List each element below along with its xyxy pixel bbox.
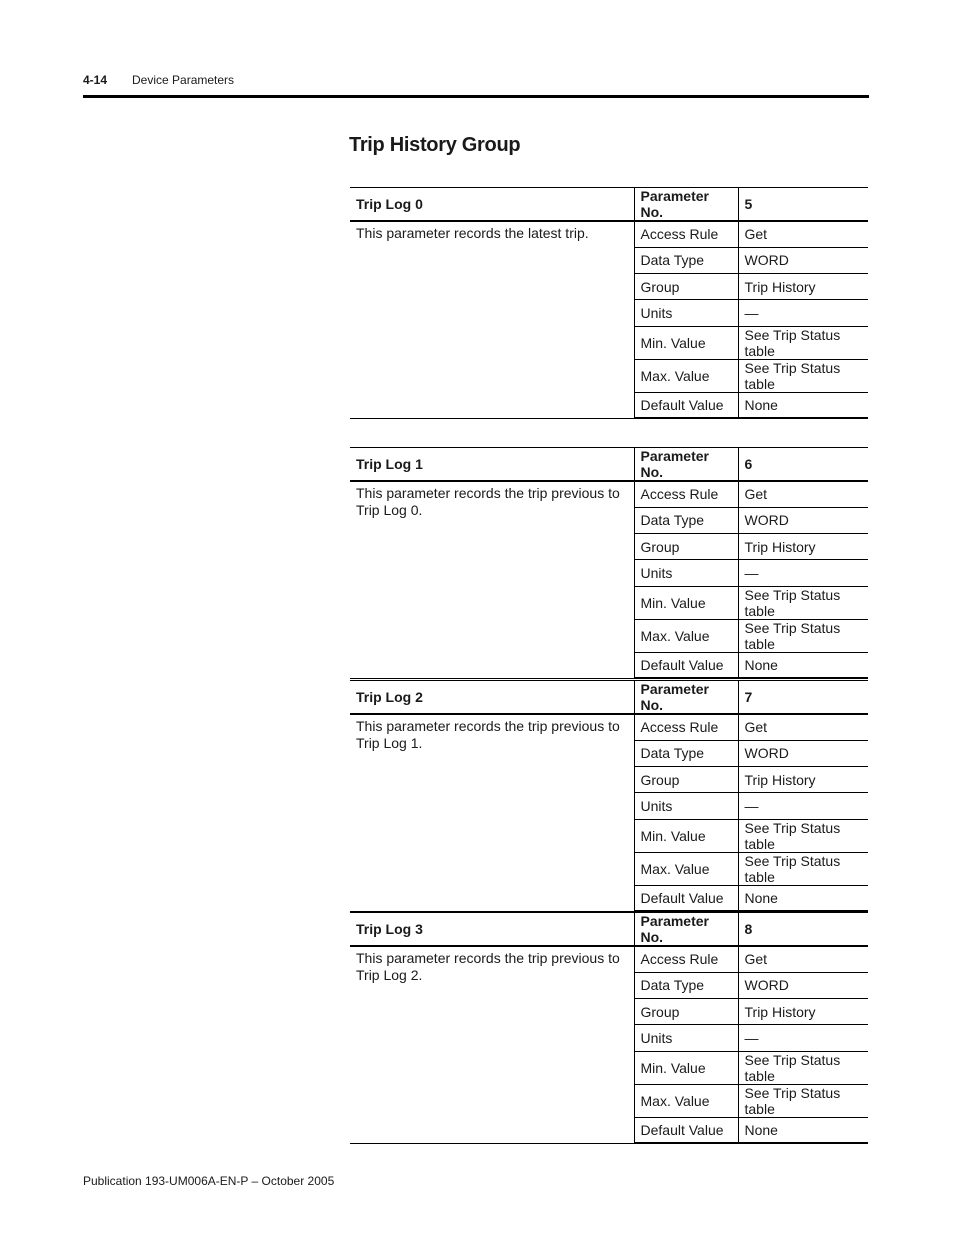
row-value: Get xyxy=(738,714,868,740)
row-label: Min. Value xyxy=(634,819,738,852)
table-row xyxy=(350,714,868,740)
param-label: Parameter No. xyxy=(634,681,738,715)
row-value: WORD xyxy=(738,247,868,273)
row-label: Access Rule xyxy=(634,221,738,247)
row-label: Max. Value xyxy=(634,852,738,885)
section-name: Device Parameters xyxy=(132,73,235,87)
row-label: Group xyxy=(634,274,738,300)
row-label: Min. Value xyxy=(634,1051,738,1084)
row-value: See Trip Status table xyxy=(738,819,868,852)
row-label: Access Rule xyxy=(634,946,738,972)
parameter-table xyxy=(350,680,868,912)
param-label: Parameter No. xyxy=(634,448,738,482)
row-value: None xyxy=(738,652,868,678)
row-value: Trip History xyxy=(738,999,868,1025)
row-value: — xyxy=(738,793,868,819)
row-label: Max. Value xyxy=(634,359,738,392)
footer: Publication 193-UM006A-EN-P – October 2005 xyxy=(83,1174,335,1188)
row-label: Default Value xyxy=(634,1117,738,1143)
row-label: Access Rule xyxy=(634,481,738,507)
row-label: Data Type xyxy=(634,507,738,533)
table-row xyxy=(350,481,868,507)
row-value: Trip History xyxy=(738,274,868,300)
row-value: See Trip Status table xyxy=(738,359,868,392)
row-value: — xyxy=(738,560,868,586)
page-header xyxy=(83,73,234,87)
row-label: Default Value xyxy=(634,652,738,678)
description: This parameter records the trip previous to Trip Log 1. xyxy=(350,714,634,911)
page-number: 4-14 xyxy=(83,73,108,87)
row-value: Trip History xyxy=(738,534,868,560)
row-label: Max. Value xyxy=(634,1084,738,1117)
row-label: Units xyxy=(634,1025,738,1051)
row-value: Get xyxy=(738,481,868,507)
table-name: Trip Log 0 xyxy=(350,188,634,222)
parameter-table xyxy=(350,447,868,679)
table-name: Trip Log 3 xyxy=(350,913,634,947)
param-number: 8 xyxy=(738,913,868,947)
table-header-row xyxy=(350,448,868,482)
row-label: Min. Value xyxy=(634,586,738,619)
row-label: Units xyxy=(634,560,738,586)
header-rule xyxy=(83,95,869,98)
row-label: Access Rule xyxy=(634,714,738,740)
table-header-row xyxy=(350,913,868,947)
row-value: — xyxy=(738,1025,868,1051)
row-value: See Trip Status table xyxy=(738,586,868,619)
description: This parameter records the latest trip. xyxy=(350,221,634,418)
row-value: Get xyxy=(738,221,868,247)
row-value: Trip History xyxy=(738,767,868,793)
row-label: Min. Value xyxy=(634,326,738,359)
row-value: See Trip Status table xyxy=(738,619,868,652)
row-label: Data Type xyxy=(634,972,738,998)
row-label: Units xyxy=(634,300,738,326)
row-value: None xyxy=(738,885,868,911)
row-label: Units xyxy=(634,793,738,819)
param-number: 7 xyxy=(738,681,868,715)
row-label: Group xyxy=(634,767,738,793)
param-label: Parameter No. xyxy=(634,913,738,947)
param-label: Parameter No. xyxy=(634,188,738,222)
description: This parameter records the trip previous to Trip Log 2. xyxy=(350,946,634,1143)
page-title: Trip History Group xyxy=(349,134,521,156)
row-value: — xyxy=(738,300,868,326)
table-row xyxy=(350,946,868,972)
table-header-row xyxy=(350,681,868,715)
row-value: WORD xyxy=(738,740,868,766)
row-label: Max. Value xyxy=(634,619,738,652)
row-value: See Trip Status table xyxy=(738,1051,868,1084)
row-value: None xyxy=(738,392,868,418)
row-value: See Trip Status table xyxy=(738,326,868,359)
row-value: WORD xyxy=(738,972,868,998)
row-label: Group xyxy=(634,999,738,1025)
table-name: Trip Log 1 xyxy=(350,448,634,482)
row-label: Default Value xyxy=(634,392,738,418)
table-header-row xyxy=(350,188,868,222)
row-label: Default Value xyxy=(634,885,738,911)
row-value: Get xyxy=(738,946,868,972)
parameter-table xyxy=(350,187,868,419)
parameter-table xyxy=(350,912,868,1144)
description: This parameter records the trip previous to Trip Log 0. xyxy=(350,481,634,678)
row-label: Data Type xyxy=(634,740,738,766)
param-number: 6 xyxy=(738,448,868,482)
row-value: See Trip Status table xyxy=(738,852,868,885)
row-value: None xyxy=(738,1117,868,1143)
table-name: Trip Log 2 xyxy=(350,681,634,715)
param-number: 5 xyxy=(738,188,868,222)
row-label: Data Type xyxy=(634,247,738,273)
row-value: See Trip Status table xyxy=(738,1084,868,1117)
row-value: WORD xyxy=(738,507,868,533)
row-label: Group xyxy=(634,534,738,560)
table-row xyxy=(350,221,868,247)
